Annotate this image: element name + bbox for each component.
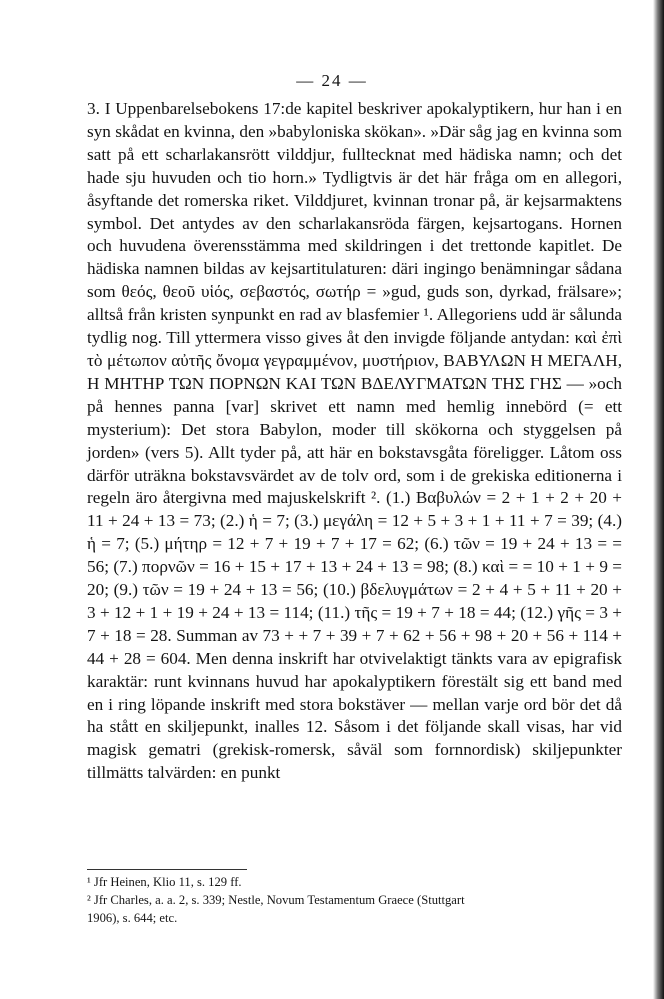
page-binding-edge bbox=[653, 0, 664, 999]
footnote-2-line-1: ² Jfr Charles, a. a. 2, s. 339; Nestle, Novum Testamentum Graece (Stuttgart bbox=[87, 893, 465, 907]
paragraph-3: 3. I Uppenbarelsebokens 17:de kapitel beskriver apokalyptikern, hur han i en syn skådat en kvinna, den »babyloniska skökan». »Där såg jag en kvinna som satt på ett scharlakansrött vilddjur, fulltecknat med hädiska namn; och det hade sju huvuden och tio horn.» Tydligtvis är det här fråga om en allegori, åsyftande det romerska riket. Vilddjuret, kvinnan tronar på, är kejsarmaktens symbol. Det antydes av den scharlakansröda färgen, kejsartogans. Hornen och huvudena överensstämma med skildringen i det trettonde kapitlet. De hädiska namnen bildas av kejsartitulaturen: däri ingingo benämningar sådana som θεός, θεοῦ υἱός, σεβαστός, σωτήρ = »gud, guds son, dyrkad, frälsare»; alltså från kristen synpunkt en rad av blasfemier ¹. Allegoriens udd är sålunda tydlig nog. Till yttermera visso gives åt den invigde följande antydan: καὶ ἐπὶ τὸ μέτωπον αὐτῆς ὄνομα γεγραμμένον, μυστήριον, ΒΑΒΥΛΩΝ Η ΜΕΓΑΛΗ, Η ΜΗΤΗΡ ΤΩΝ ΠΟΡΝΩΝ ΚΑΙ ΤΩΝ ΒΔΕΛΥΓΜΑΤΩΝ ΤΗΣ ΓΗΣ — »och på hennes panna [var] skrivet ett namn med hemlig innebörd (= ett mysterium): Det stora Babylon, moder till skökorna och styggelsen på jorden» (vers 5). Allt tyder på, att här en bokstavsgåta föreligger. Låtom oss därför uträkna bokstavsvärdet av de tolv ord, som i de grekiska editionerna i regeln äro återgivna med majuskelskrift ². (1.) Βαβυλών = 2 + 1 + 2 + 20 + 11 + 24 + 13 = 73; (2.) ἡ = 7; (3.) μεγάλη = 12 + 5 + 3 + 1 + 11 + 7 = 39; (4.) ἡ = 7; (5.) μήτηρ = 12 + 7 + 19 + 7 + 17 = 62; (6.) τῶν = 19 + 24 + 13 = = 56; (7.) πορνῶν = 16 + 15 + 17 + 13 + 24 + 13 = 98; (8.) καὶ = = 10 + 1 + 9 = 20; (9.) τῶν = 19 + 24 + 13 = 56; (10.) βδελυγμάτων = 2 + 4 + 5 + 11 + 20 + 3 + 12 + 1 + 19 + 24 + 13 = 114; (11.) τῆς = 19 + 7 + 18 = 44; (12.) γῆς = 3 + 7 + 18 = 28. Summan av 73 + + 7 + 39 + 7 + 62 + 56 + 98 + 20 + 56 + 114 + 44 + 28 = 604. Men denna inskrift har otvivelaktigt tänkts vara av epigrafisk karaktär: runt kvinnans huvud har apokalyptikern förestält sig ett band med en i ring löpande inskrift med stora bokstäver — mellan varje ord bör det då ha stått en skiljepunkt, inalles 12. Såsom i det följande skall visas, har vid magisk gematri (grekisk-romersk, såväl som fornnordisk) skiljepunkter tillmätts talvärden: en punkt bbox=[87, 99, 622, 783]
footnotes bbox=[87, 869, 622, 927]
footnote-rule bbox=[87, 869, 247, 870]
footnote-2-line-2: 1906), s. 644; etc. bbox=[87, 911, 178, 925]
main-text bbox=[87, 98, 622, 785]
footnote-2 bbox=[87, 891, 622, 927]
footnote-1: ¹ Jfr Heinen, Klio 11, s. 129 ff. bbox=[87, 875, 242, 889]
page-number: — 24 — bbox=[296, 71, 368, 90]
